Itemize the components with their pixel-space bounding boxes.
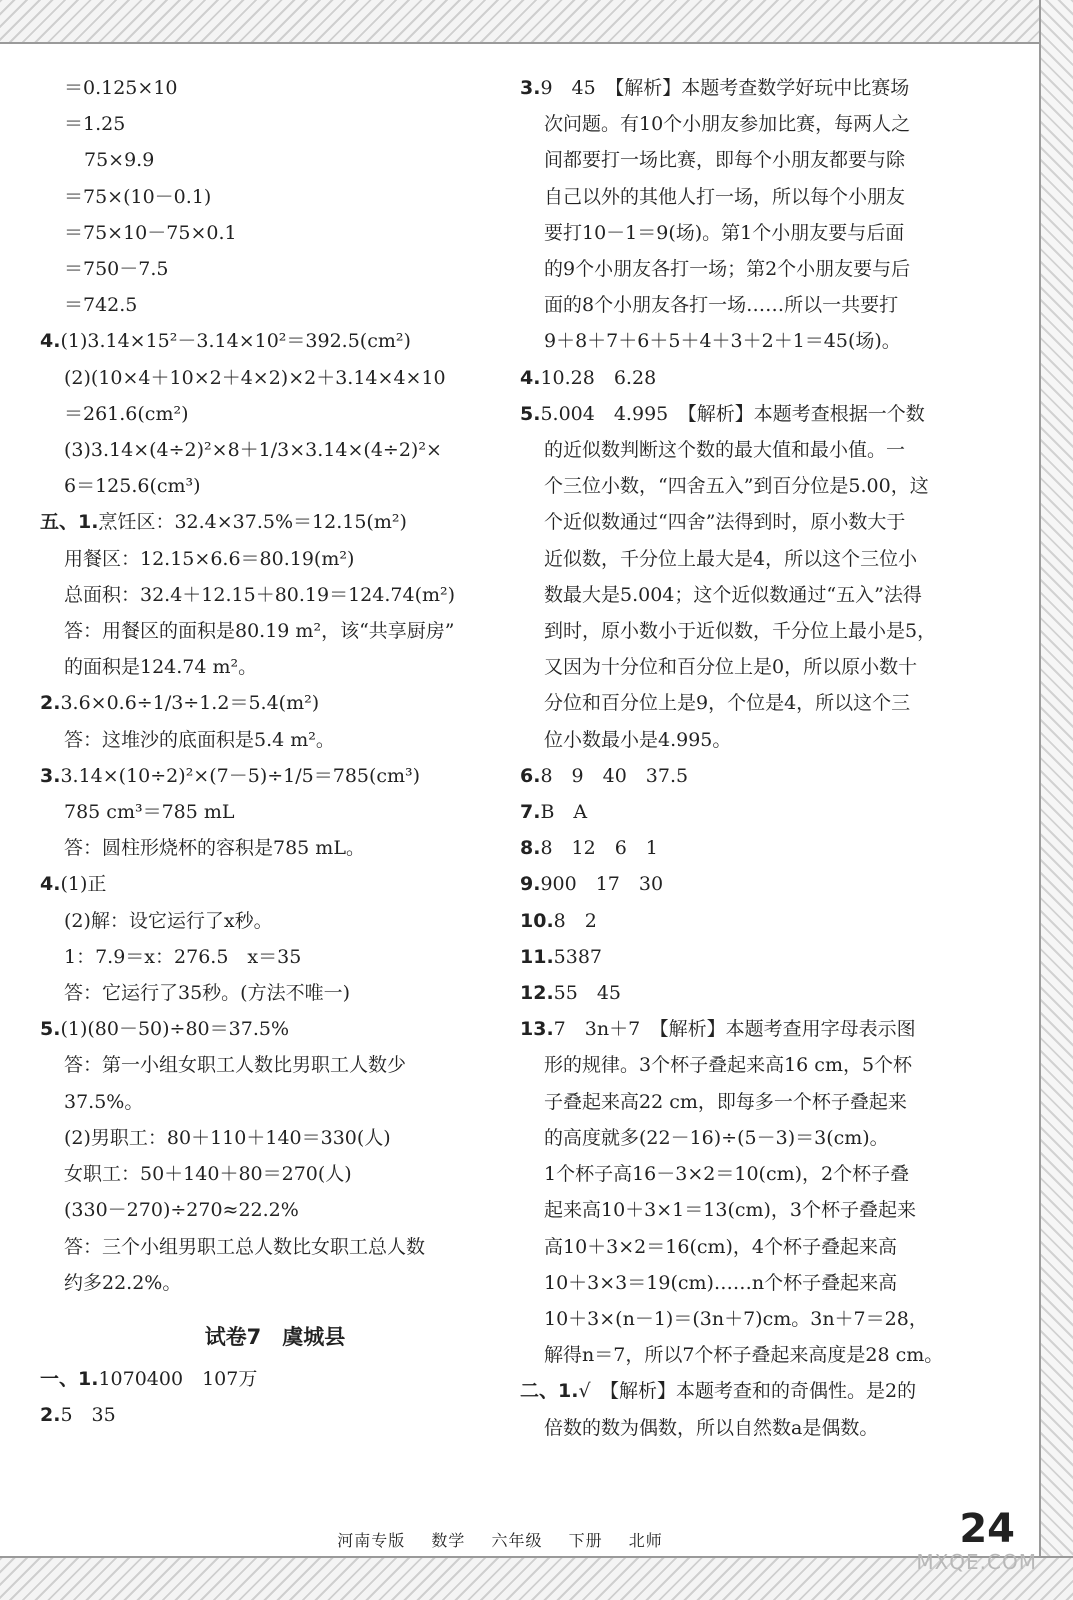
answer-text: 37.5%。 <box>64 1090 144 1113</box>
answer-line <box>40 577 510 613</box>
answer-text: 子叠起来高22 cm，即每多一个杯子叠起来 <box>544 1090 907 1113</box>
answer-line <box>520 1047 1015 1083</box>
answer-line <box>520 794 1015 830</box>
answer-line <box>520 613 1015 649</box>
answer-text: (2)男职工：80＋110＋140＝330(人) <box>64 1126 391 1149</box>
watermark: MXQE.COM <box>916 1550 1037 1574</box>
answer-text: 8 12 6 1 <box>540 837 658 860</box>
answer-text: B A <box>540 801 588 824</box>
answer-line <box>40 866 510 902</box>
answer-line <box>520 1265 1015 1301</box>
answer-text: ＝742.5 <box>64 294 138 317</box>
footer-subject: 数学 <box>431 1531 466 1550</box>
question-number: 5. <box>520 402 541 425</box>
answer-line <box>40 830 510 866</box>
answer-line <box>520 866 1015 902</box>
answer-text: 近似数，千分位上最大是4，所以这个三位小 <box>544 547 918 570</box>
answer-line <box>40 903 510 939</box>
answer-line <box>520 142 1015 178</box>
answer-text: 的面积是124.74 m²。 <box>64 656 258 679</box>
answer-text: 答：用餐区的面积是80.19 m²，该“共享厨房” <box>64 620 455 643</box>
right-column <box>520 70 1015 1446</box>
answer-text: 5387 <box>553 945 603 968</box>
question-number: 7. <box>520 801 541 824</box>
answer-line <box>520 722 1015 758</box>
answer-text: 答：三个小组男职工总人数比女职工总人数 <box>64 1235 426 1258</box>
answer-line <box>40 106 510 142</box>
answer-text: 5 35 <box>60 1404 116 1427</box>
footer-grade: 六年级 <box>491 1531 543 1550</box>
answer-text: 1：7.9＝x：276.5 x＝35 <box>64 945 302 968</box>
answer-text: 个近似数通过“四舍”法得到时，原小数大于 <box>544 511 906 534</box>
answer-line <box>40 1265 510 1301</box>
answer-text: 次问题。有10个小朋友参加比赛，每两人之 <box>544 113 911 136</box>
decorative-top-border <box>0 0 1073 44</box>
answer-text: 个三位小数，“四舍五入”到百分位是5.00，这 <box>544 475 929 498</box>
answer-text: 10.28 6.28 <box>540 366 657 389</box>
answer-line <box>40 939 510 975</box>
answer-text: 要打10－1＝9(场)。第1个小朋友要与后面 <box>544 221 905 244</box>
answer-line <box>520 504 1015 540</box>
answer-line <box>520 649 1015 685</box>
question-number: 一、1. <box>40 1368 99 1391</box>
answer-text: 用餐区：12.15×6.6＝80.19(m²) <box>64 547 355 570</box>
answer-text: 倍数的数为偶数，所以自然数a是偶数。 <box>544 1416 879 1439</box>
question-number: 6. <box>520 764 541 787</box>
left-column <box>40 70 510 1434</box>
answer-text: 785 cm³＝785 mL <box>64 801 235 824</box>
answer-line <box>40 323 510 359</box>
answer-text: (1)(80－50)÷80＝37.5% <box>60 1018 290 1041</box>
answer-line <box>40 649 510 685</box>
answer-line <box>520 939 1015 975</box>
answer-line <box>520 685 1015 721</box>
section-title: 试卷7 虞城县 <box>204 1324 346 1349</box>
answer-text: 的高度就多(22－16)÷(5－3)＝3(cm)。 <box>544 1126 889 1149</box>
answer-line <box>520 577 1015 613</box>
question-number: 4. <box>40 873 61 896</box>
answer-text: (330－270)÷270≈22.2% <box>64 1199 299 1222</box>
answer-text: 总面积：32.4＋12.15＋80.19＝124.74(m²) <box>64 583 456 606</box>
answer-line <box>40 1192 510 1228</box>
question-number: 5. <box>40 1018 61 1041</box>
answer-text: 间都要打一场比赛，即每个小朋友都要与除 <box>544 149 906 172</box>
answer-line <box>520 1410 1015 1446</box>
answer-text: 75×9.9 <box>84 149 155 172</box>
answer-text: 3.14×(10÷2)²×(7－5)÷1/5＝785(cm³) <box>60 764 421 787</box>
answer-text: 起来高10＋3×1＝13(cm)，3个杯子叠起来 <box>544 1199 917 1222</box>
question-number: 五、1. <box>40 511 99 534</box>
answer-line <box>520 432 1015 468</box>
answer-line <box>520 758 1015 794</box>
answer-line <box>40 70 510 106</box>
answer-line <box>40 215 510 251</box>
answer-line <box>520 396 1015 432</box>
answer-text: 约多22.2%。 <box>64 1271 182 1294</box>
answer-text: 3.6×0.6÷1/3÷1.2＝5.4(m²) <box>60 692 320 715</box>
answer-text: 的近似数判断这个数的最大值和最小值。一 <box>544 439 906 462</box>
answer-text: (1)正 <box>60 873 107 896</box>
answer-text: 到时，原小数小于近似数，千分位上最小是5， <box>544 620 937 643</box>
answer-text: 900 17 30 <box>540 873 664 896</box>
answer-line <box>520 1229 1015 1265</box>
question-number: 13. <box>520 1018 554 1041</box>
answer-text: 10＋3×(n－1)＝(3n＋7)cm。3n＋7＝28， <box>544 1307 928 1330</box>
answer-line <box>520 830 1015 866</box>
answer-text: 分位和百分位上是9，个位是4，所以这个三 <box>544 692 911 715</box>
answer-line <box>520 1156 1015 1192</box>
answer-line <box>520 1011 1015 1047</box>
answer-line <box>40 1156 510 1192</box>
answer-text: 1070400 107万 <box>98 1368 258 1391</box>
answer-line <box>520 106 1015 142</box>
answer-text: 高10＋3×2＝16(cm)，4个杯子叠起来高 <box>544 1235 898 1258</box>
answer-line <box>40 1084 510 1120</box>
question-number: 8. <box>520 837 541 860</box>
answer-line <box>520 975 1015 1011</box>
answer-line <box>40 613 510 649</box>
answer-text: 9＋8＋7＋6＋5＋4＋3＋2＋1＝45(场)。 <box>544 330 901 353</box>
answer-text: 的9个小朋友各打一场；第2个小朋友要与后 <box>544 258 911 281</box>
answer-text: √ 【解析】本题考查和的奇偶性。是2的 <box>578 1380 917 1403</box>
page-footer <box>0 1528 1000 1551</box>
answer-text: 55 45 <box>553 982 622 1005</box>
answer-line <box>40 794 510 830</box>
answer-text: 答：它运行了35秒。(方法不唯一) <box>64 982 351 1005</box>
answer-line <box>40 179 510 215</box>
answer-line <box>520 1373 1015 1409</box>
answer-text: 面的8个小朋友各打一场……所以一共要打 <box>544 294 899 317</box>
answer-text: (2)(10×4＋10×2＋4×2)×2＋3.14×4×10 <box>64 366 446 389</box>
answer-text: 自己以外的其他人打一场，所以每个小朋友 <box>544 185 906 208</box>
answer-text: (3)3.14×(4÷2)²×8＋1/3×3.14×(4÷2)²× <box>64 439 442 462</box>
answer-line <box>520 1301 1015 1337</box>
decorative-right-border <box>1039 0 1073 1600</box>
answer-line <box>40 142 510 178</box>
answer-line <box>520 360 1015 396</box>
answer-text: ＝750－7.5 <box>64 258 169 281</box>
question-number: 10. <box>520 909 554 932</box>
answer-line <box>40 396 510 432</box>
answer-line <box>520 287 1015 323</box>
answer-text: 烹饪区：32.4×37.5%＝12.15(m²) <box>98 511 407 534</box>
footer-volume: 下册 <box>568 1531 603 1550</box>
answer-text: 10＋3×3＝19(cm)……n个杯子叠起来高 <box>544 1271 898 1294</box>
answer-line <box>520 903 1015 939</box>
answer-text: ＝261.6(cm²) <box>64 402 189 425</box>
question-number: 3. <box>40 764 61 787</box>
answer-line <box>40 1047 510 1083</box>
answer-line <box>40 251 510 287</box>
question-number: 12. <box>520 982 554 1005</box>
question-number: 二、1. <box>520 1380 579 1403</box>
answer-text: 答：圆柱形烧杯的容积是785 mL。 <box>64 837 365 860</box>
answer-line <box>520 70 1015 106</box>
answer-line <box>40 468 510 504</box>
answer-text: ＝75×10－75×0.1 <box>64 221 237 244</box>
answer-line <box>520 1084 1015 1120</box>
answer-line <box>40 287 510 323</box>
answer-text: ＝0.125×10 <box>64 77 178 99</box>
answer-text: 7 3n＋7 【解析】本题考查用字母表示图 <box>553 1018 916 1041</box>
answer-text: 又因为十分位和百分位上是0，所以原小数十 <box>544 656 918 679</box>
answer-text: ＝75×(10－0.1) <box>64 185 212 208</box>
answer-line <box>40 432 510 468</box>
answer-line <box>40 1361 510 1397</box>
decorative-bottom-border <box>0 1556 1073 1600</box>
answer-text: 9 45 【解析】本题考查数学好玩中比赛场 <box>540 77 910 99</box>
answer-line <box>520 251 1015 287</box>
answer-text: 答：这堆沙的底面积是5.4 m²。 <box>64 728 335 751</box>
footer-publisher: 北师 <box>628 1531 663 1550</box>
answer-text: ＝1.25 <box>64 113 126 136</box>
answer-text: 8 9 40 37.5 <box>540 764 689 787</box>
answer-line <box>520 468 1015 504</box>
answer-text: 6＝125.6(cm³) <box>64 475 201 498</box>
answer-line <box>520 323 1015 359</box>
question-number: 2. <box>40 692 61 715</box>
answer-line <box>40 1011 510 1047</box>
answer-line <box>520 1192 1015 1228</box>
footer-edition: 河南专版 <box>337 1531 406 1550</box>
answer-line <box>520 215 1015 251</box>
answer-text: 5.004 4.995 【解析】本题考查根据一个数 <box>540 402 925 425</box>
question-number: 2. <box>40 1404 61 1427</box>
answer-line <box>40 685 510 721</box>
question-number: 4. <box>40 330 61 353</box>
answer-line <box>520 1337 1015 1373</box>
answer-line <box>40 1397 510 1433</box>
answer-line <box>520 541 1015 577</box>
answer-text: 8 2 <box>553 909 597 932</box>
answer-text: 位小数最小是4.995。 <box>544 728 732 751</box>
answer-text: 女职工：50＋140＋80＝270(人) <box>64 1163 352 1186</box>
answer-line <box>520 179 1015 215</box>
answer-line <box>40 1120 510 1156</box>
question-number: 9. <box>520 873 541 896</box>
answer-text: 数最大是5.004；这个近似数通过“五入”法得 <box>544 583 922 606</box>
answer-line <box>40 360 510 396</box>
question-number: 3. <box>520 77 541 99</box>
answer-text: (1)3.14×15²－3.14×10²＝392.5(cm²) <box>60 330 411 353</box>
question-number: 4. <box>520 366 541 389</box>
page-number: 24 <box>959 1506 1015 1552</box>
answer-line <box>40 722 510 758</box>
answer-line <box>40 975 510 1011</box>
answer-text: 1个杯子高16－3×2＝10(cm)，2个杯子叠 <box>544 1163 910 1186</box>
answer-line <box>40 541 510 577</box>
answer-text: 答：第一小组女职工人数比男职工人数少 <box>64 1054 407 1077</box>
answer-text: 解得n＝7，所以7个杯子叠起来高度是28 cm。 <box>544 1344 944 1367</box>
answer-line <box>40 1229 510 1265</box>
answer-text: 形的规律。3个杯子叠起来高16 cm，5个杯 <box>544 1054 913 1077</box>
answer-line <box>520 1120 1015 1156</box>
answer-text: (2)解：设它运行了x秒。 <box>64 909 273 932</box>
answer-line <box>40 758 510 794</box>
question-number: 11. <box>520 945 554 968</box>
answer-line <box>40 504 510 540</box>
